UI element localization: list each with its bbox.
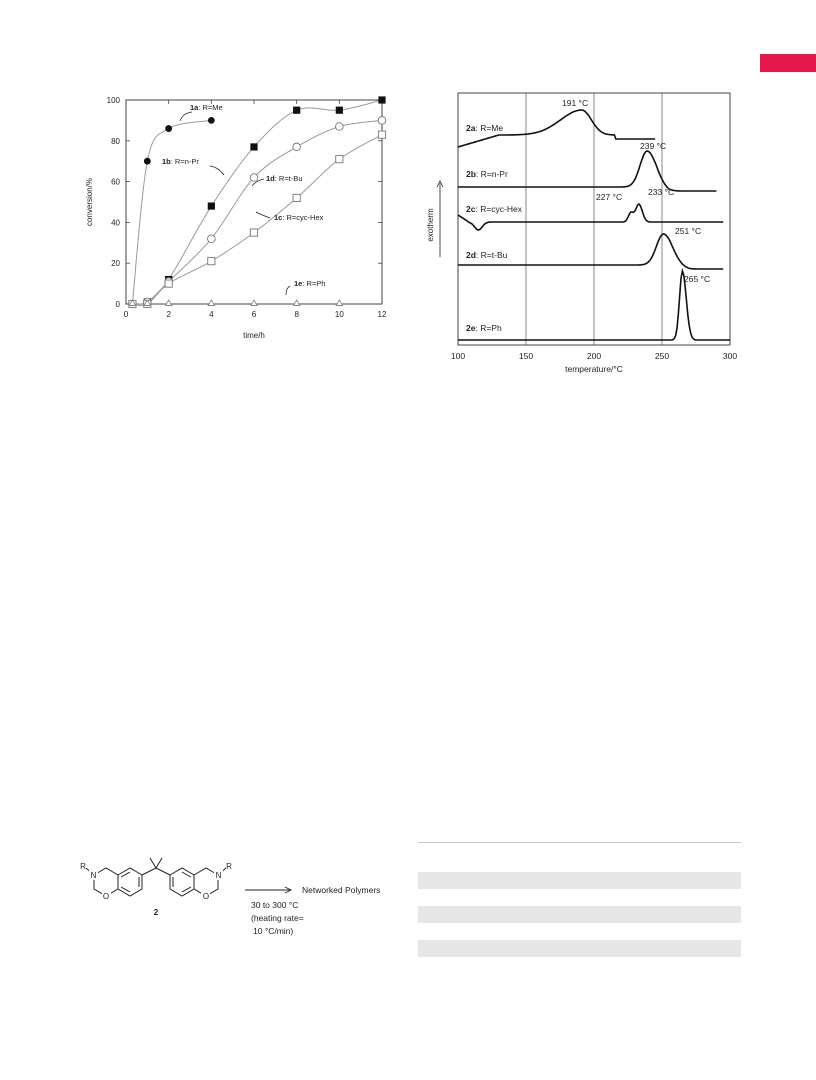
data-point-1d	[336, 123, 344, 131]
scheme-condition-3: 10 °C/min)	[253, 926, 294, 936]
trace-label-2d: 2d: R=t-Bu	[466, 250, 508, 260]
data-point-1d	[250, 174, 258, 182]
data-point-1c	[165, 280, 172, 287]
fig1-xlabel: time/h	[243, 331, 265, 340]
reaction-arrow	[245, 887, 291, 893]
scheme-n-left: N	[90, 871, 97, 880]
peak-label: 251 °C	[675, 226, 702, 236]
scheme-n-right: N	[215, 871, 222, 880]
fig1-ylabel: conversion/%	[85, 177, 94, 227]
data-table	[418, 842, 741, 957]
scheme-o-right: O	[202, 892, 210, 901]
table-row	[418, 906, 741, 923]
data-point-1c	[293, 194, 300, 201]
data-point-1a	[208, 117, 215, 124]
fig2-ylabel: exotherm	[426, 208, 435, 242]
x-tick-label: 10	[334, 310, 344, 319]
x-tick-label: 150	[518, 351, 534, 361]
data-point-1b	[208, 202, 215, 209]
fig2-xlabel: temperature/°C	[565, 364, 623, 374]
x-tick-label: 200	[586, 351, 602, 361]
section-tab-marker	[760, 54, 816, 72]
data-point-1e	[251, 300, 257, 306]
peak-label: 191 °C	[562, 98, 589, 108]
trace-label-2a: 2a: R=Me	[466, 123, 504, 133]
data-point-1b	[336, 107, 343, 114]
data-point-1c	[250, 229, 257, 236]
x-tick-label: 12	[377, 310, 387, 319]
table-row	[418, 872, 741, 889]
data-point-1b	[250, 143, 257, 150]
data-point-1c	[378, 131, 385, 138]
trace-label-2e: 2e: R=Ph	[466, 323, 502, 333]
conversion-chart	[80, 85, 400, 355]
data-point-1d	[378, 117, 386, 125]
y-tick-label: 100	[106, 96, 120, 105]
y-tick-label: 80	[111, 136, 120, 146]
data-point-1b	[378, 96, 385, 103]
data-point-1d	[208, 235, 216, 243]
y-tick-label: 40	[111, 218, 120, 228]
x-tick-label: 300	[722, 351, 738, 361]
peak-label: 265 °C	[684, 274, 711, 284]
y-tick-label: 20	[111, 259, 120, 269]
reaction-scheme	[70, 855, 410, 955]
data-point-1a	[144, 158, 151, 165]
data-point-1e	[208, 300, 214, 306]
data-point-1c	[208, 258, 215, 265]
scheme-r-left: R	[80, 862, 86, 871]
data-point-1a	[165, 125, 172, 132]
peak-label: 233 °C	[648, 187, 675, 197]
x-tick-label: 4	[209, 310, 214, 319]
series-label-1a: 1a: R=Me	[190, 103, 223, 112]
annotation-arrow	[286, 286, 290, 295]
data-point-1e	[293, 300, 299, 306]
table-row	[418, 843, 741, 872]
dsc-chart	[420, 85, 750, 380]
exotherm-axis	[426, 181, 443, 257]
data-point-1e	[165, 300, 171, 306]
x-tick-label: 100	[450, 351, 466, 361]
x-tick-label: 6	[251, 310, 257, 319]
benzoxazine-structure	[86, 858, 226, 896]
scheme-r-right: R	[226, 862, 232, 871]
table-row	[418, 889, 741, 906]
peak-label: 239 °C	[640, 141, 667, 151]
y-tick-label: 60	[111, 177, 120, 187]
scheme-condition-1: 30 to 300 °C	[251, 900, 299, 910]
series-label-1d: 1d: R=t-Bu	[266, 174, 303, 183]
annotation-arrow	[180, 112, 192, 121]
series-label-1e: 1e: R=Ph	[294, 279, 326, 288]
x-tick-label: 250	[654, 351, 670, 361]
scheme-condition-2: (heating rate=	[251, 913, 304, 923]
scheme-product: Networked Polymers	[302, 885, 381, 895]
annotation-arrow	[210, 166, 224, 175]
series-label-1c: 1c: R=cyc-Hex	[274, 213, 324, 222]
series-label-1b: 1b: R=n-Pr	[162, 157, 199, 166]
x-tick-label: 8	[294, 310, 299, 319]
annotation-arrow	[256, 212, 270, 218]
trace-label-2b: 2b: R=n-Pr	[466, 169, 508, 179]
x-tick-label: 0	[123, 310, 129, 319]
data-point-1b	[293, 107, 300, 114]
x-tick-label: 2	[166, 310, 171, 319]
data-point-1d	[293, 143, 301, 151]
y-tick-label: 0	[115, 300, 120, 309]
data-point-1e	[336, 300, 342, 306]
trace-label-2c: 2c: R=cyc-Hex	[466, 204, 522, 214]
peak-label: 227 °C	[596, 192, 623, 202]
scheme-compound-number: 2	[153, 908, 159, 917]
table-row	[418, 923, 741, 940]
scheme-o-left: O	[102, 892, 110, 901]
table-row	[418, 940, 741, 957]
data-point-1c	[336, 156, 343, 163]
